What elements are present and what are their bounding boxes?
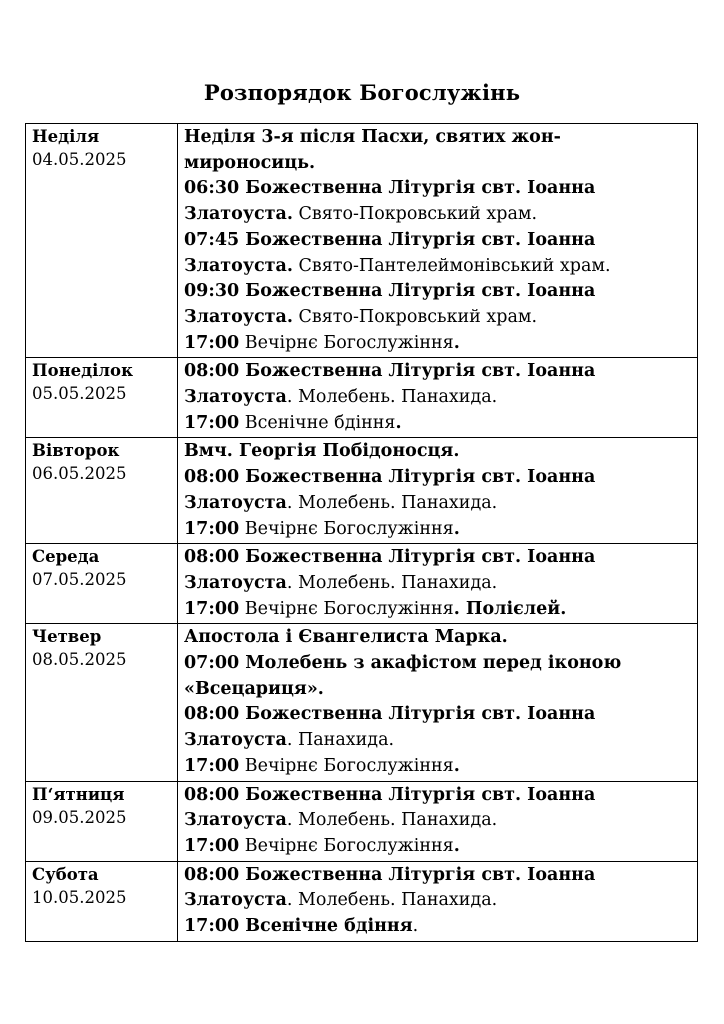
service-line — [184, 728, 692, 754]
service-line — [184, 359, 692, 385]
service-line — [184, 808, 692, 834]
service-text: . Молебень. Панахида. — [286, 810, 498, 831]
day-name: Середа — [32, 547, 100, 567]
service-text: 17:00 — [184, 518, 240, 539]
services-cell — [178, 781, 698, 861]
service-text: «Всецариця». — [184, 678, 324, 699]
services-cell — [178, 861, 698, 941]
day-cell — [26, 124, 178, 358]
day-name: Четвер — [32, 627, 102, 647]
day-date: 06.05.2025 — [32, 464, 127, 484]
table-row — [26, 124, 698, 358]
day-name: Понеділок — [32, 361, 133, 381]
service-text: . Панахида. — [286, 730, 395, 751]
service-text: Свято-Покровський храм. — [292, 204, 538, 225]
service-text: . — [453, 332, 460, 353]
service-text: 08:00 Божественна Літургія свт. Іоанна — [184, 704, 596, 725]
service-text: Златоуста — [184, 492, 287, 513]
service-line — [184, 517, 692, 543]
service-line — [184, 254, 692, 280]
schedule-table — [25, 123, 698, 942]
table-row — [26, 438, 698, 544]
service-text: Вечірнє Богослужіння — [239, 332, 454, 353]
day-cell — [26, 861, 178, 941]
service-text: Свято-Покровський храм. — [292, 306, 538, 327]
service-text: 08:00 Божественна Літургія свт. Іоанна — [184, 784, 596, 805]
day-date: 04.05.2025 — [32, 150, 127, 169]
day-name: Вівторок — [32, 441, 120, 461]
day-date: 05.05.2025 — [32, 384, 127, 404]
services-cell — [178, 358, 698, 438]
service-text: Всенічне бдіння — [239, 412, 396, 433]
service-line — [184, 491, 692, 517]
table-row — [26, 861, 698, 941]
day-name: П‘ятниця — [32, 784, 125, 804]
day-cell — [26, 438, 178, 544]
day-date: 08.05.2025 — [32, 650, 127, 670]
service-text: 17:00 — [184, 835, 240, 856]
service-line — [184, 202, 692, 228]
service-line — [184, 754, 692, 780]
schedule-body — [26, 124, 698, 942]
service-line — [184, 305, 692, 331]
service-line — [184, 834, 692, 860]
service-text: Вмч. Георгія Побідоносця. — [184, 441, 460, 462]
service-line — [184, 176, 692, 202]
service-line — [184, 914, 692, 940]
service-line — [184, 545, 692, 571]
services-cell — [178, 438, 698, 544]
service-text: Златоуста. — [184, 204, 293, 225]
service-line — [184, 385, 692, 411]
service-text: 08:00 Божественна Літургія свт. Іоанна — [184, 361, 596, 382]
service-text: 17:00 — [184, 412, 240, 433]
service-text: мироносиць. — [184, 152, 316, 173]
service-line — [184, 465, 692, 491]
service-text: . — [453, 518, 460, 539]
service-text: 07:45 Божественна Літургія свт. Іоанна — [184, 229, 596, 250]
service-text: Златоуста — [184, 730, 287, 751]
service-text: 06:30 Божественна Літургія свт. Іоанна — [184, 178, 596, 199]
service-text: 09:30 Божественна Літургія свт. Іоанна — [184, 281, 596, 302]
service-line — [184, 651, 692, 677]
service-text: Златоуста — [184, 890, 287, 911]
service-text: . Молебень. Панахида. — [286, 572, 498, 593]
services-cell — [178, 124, 698, 358]
service-text: Неділя 3-я після Пасхи, святих жон- — [184, 127, 561, 147]
page-title: Розпорядок Богослужінь — [203, 80, 521, 105]
service-line — [184, 411, 692, 437]
service-text: Свято-Пантелеймонівський храм. — [292, 255, 611, 276]
service-text: Апостола і Євангелиста Марка. — [184, 627, 508, 648]
service-text: 17:00 — [184, 332, 240, 353]
service-line — [184, 702, 692, 728]
service-line — [184, 783, 692, 809]
service-text: Вечірнє Богослужіння — [239, 598, 454, 619]
service-text: . — [453, 755, 460, 776]
service-text: . Молебень. Панахида. — [286, 387, 498, 408]
service-text: 08:00 Божественна Літургія свт. Іоанна — [184, 864, 596, 885]
service-text: . — [453, 835, 460, 856]
service-text: 17:00 — [184, 598, 240, 619]
day-date: 09.05.2025 — [32, 807, 127, 827]
day-cell — [26, 358, 178, 438]
day-date: 10.05.2025 — [32, 887, 127, 907]
day-cell — [26, 781, 178, 861]
table-row — [26, 358, 698, 438]
service-line — [184, 863, 692, 889]
service-line — [184, 888, 692, 914]
service-text: 08:00 Божественна Літургія свт. Іоанна — [184, 547, 596, 568]
service-text: Златоуста. — [184, 306, 293, 327]
service-line — [184, 151, 692, 177]
service-line — [184, 625, 692, 651]
service-text: . Молебень. Панахида. — [286, 890, 498, 911]
service-line — [184, 279, 692, 305]
service-text: Златоуста — [184, 810, 287, 831]
service-text: . Полієлей. — [453, 598, 567, 619]
day-name: Субота — [32, 864, 99, 884]
service-text: Златоуста. — [184, 255, 293, 276]
table-row — [26, 544, 698, 624]
service-line — [184, 597, 692, 623]
table-row — [26, 781, 698, 861]
service-text: . — [412, 916, 419, 937]
day-cell — [26, 624, 178, 781]
service-text: 17:00 — [184, 755, 240, 776]
service-line — [184, 439, 692, 465]
service-line — [184, 677, 692, 703]
service-text: 07:00 Молебень з акафістом перед іконою — [184, 653, 622, 674]
service-text: . — [395, 412, 402, 433]
service-text: . Молебень. Панахида. — [286, 492, 498, 513]
service-line — [184, 125, 692, 151]
service-text: 08:00 Божественна Літургія свт. Іоанна — [184, 467, 596, 488]
table-row — [26, 624, 698, 781]
day-date: 07.05.2025 — [32, 570, 127, 590]
service-line — [184, 331, 692, 357]
service-line — [184, 571, 692, 597]
service-text: Вечірнє Богослужіння — [239, 835, 454, 856]
service-text: Златоуста — [184, 387, 287, 408]
services-cell — [178, 544, 698, 624]
service-text: Вечірнє Богослужіння — [239, 755, 454, 776]
day-name: Неділя — [32, 127, 100, 146]
services-cell — [178, 624, 698, 781]
day-cell — [26, 544, 178, 624]
service-text: 17:00 Всенічне бдіння — [184, 916, 413, 937]
service-text: Златоуста — [184, 572, 287, 593]
service-line — [184, 228, 692, 254]
service-text: Вечірнє Богослужіння — [239, 518, 454, 539]
